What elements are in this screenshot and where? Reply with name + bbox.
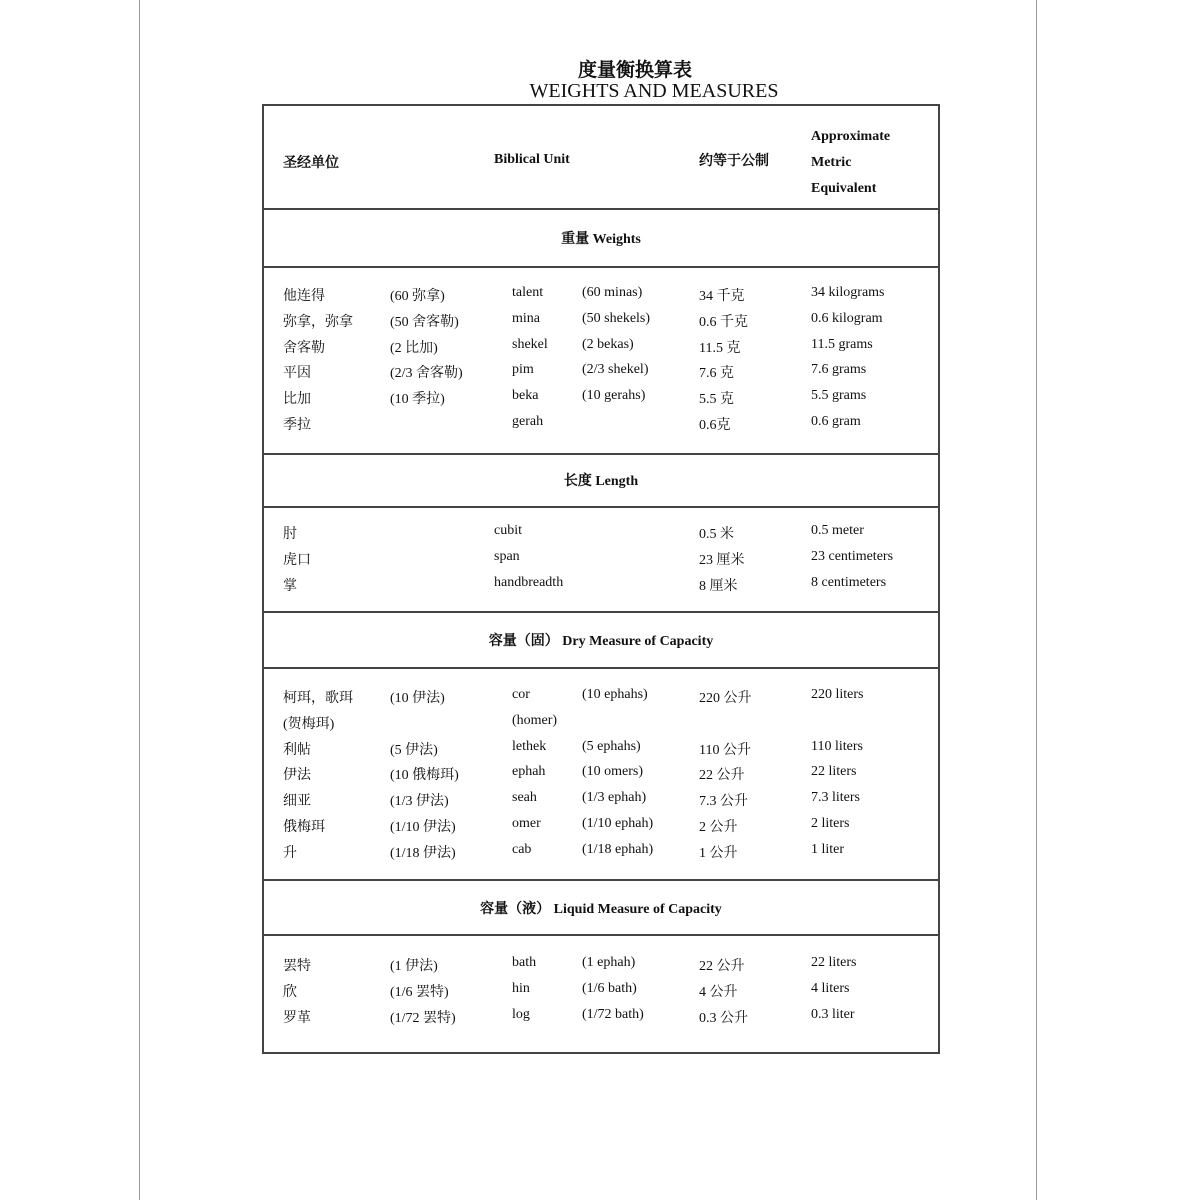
table-cell: 22 公升 (699, 768, 745, 784)
table-cell: 110 liters (811, 738, 863, 754)
table-cell: (1/18 伊法) (390, 845, 456, 861)
table-cell: (50 shekels) (582, 310, 651, 326)
divider (262, 934, 940, 936)
section-title: 容量（固） Dry Measure of Capacity (488, 634, 714, 649)
header-metric (811, 124, 890, 202)
header-cn-metric: 约等于公制 (699, 154, 769, 169)
table-cell: (homer) (512, 712, 558, 728)
table-cell: (2 bekas) (582, 336, 634, 352)
table-cell: (1/6 罢特) (390, 984, 449, 1000)
divider (262, 506, 940, 508)
divider (262, 611, 940, 613)
table-cell: 0.3 liter (811, 1006, 855, 1022)
table-cell: 罢特 (283, 959, 311, 974)
table-cell: ephah (512, 764, 546, 780)
table-cell: lethek (512, 738, 547, 754)
table-cell: 7.3 公升 (699, 794, 748, 810)
table-cell: 罗革 (283, 1010, 311, 1026)
table-cell: (1/6 bath) (582, 980, 637, 996)
table-cell: 2 liters (811, 816, 850, 831)
table-cell: 8 centimeters (811, 574, 887, 590)
table-cell: 22 公升 (699, 959, 745, 974)
header-metric-line: Equivalent (811, 181, 877, 196)
divider (262, 208, 940, 210)
table-cell: 220 liters (811, 687, 864, 702)
table-cell: 23 厘米 (699, 552, 745, 568)
table-cell: 他连得 (283, 289, 325, 304)
table-cell: 弥拿，弥拿 (283, 314, 353, 330)
table-cell: 4 liters (811, 980, 850, 996)
table-cell: mina (512, 310, 540, 326)
title-chinese: 度量衡换算表 (577, 60, 692, 81)
table-cell: (2/3 shekel) (582, 362, 649, 378)
table-cell: (60 弥拿) (390, 289, 445, 304)
table-cell: 0.5 米 (699, 527, 734, 542)
table-cell: (1 ephah) (582, 955, 636, 970)
table-cell: talent (512, 285, 544, 300)
table-cell: 110 公升 (699, 742, 751, 758)
table-cell: hin (512, 980, 530, 996)
table-cell: (50 舍客勒) (390, 314, 459, 330)
table-cell: span (494, 548, 520, 564)
title-english: WEIGHTS AND MEASURES (529, 80, 779, 102)
table-cell: 11.5 grams (811, 336, 873, 352)
table-cell: pim (512, 362, 534, 378)
table-cell: 0.6 千克 (699, 314, 748, 330)
table-cell: 22 liters (811, 955, 857, 970)
table-cell: shekel (512, 336, 548, 352)
table-cell: 7.6 grams (811, 362, 867, 378)
table-cell: 平因 (283, 366, 311, 382)
table-cell: 肘 (283, 527, 297, 542)
table-cell: 虎口 (283, 552, 311, 568)
table-cell: 俄梅珥 (283, 820, 325, 835)
table-cell: 1 公升 (699, 845, 738, 861)
header-biblical-unit: Biblical Unit (494, 152, 570, 167)
table-cell: (1/72 罢特) (390, 1010, 456, 1026)
table-cell: (1/10 伊法) (390, 820, 456, 835)
table-cell: (2/3 舍客勒) (390, 366, 463, 382)
header-cn-unit: 圣经单位 (283, 156, 339, 171)
table-cell: beka (512, 388, 539, 404)
table-cell: 升 (283, 845, 297, 861)
table-cell: 0.6 gram (811, 414, 861, 429)
table-cell: 23 centimeters (811, 548, 894, 564)
table-cell: 220 公升 (699, 691, 752, 706)
divider (262, 266, 940, 268)
table-cell: (1 伊法) (390, 959, 438, 974)
table-cell: 细亚 (283, 794, 311, 810)
table-cell: (5 伊法) (390, 742, 438, 758)
table-cell: 欣 (283, 984, 297, 1000)
table-cell: 利帖 (283, 742, 311, 758)
table-cell: 掌 (283, 578, 297, 594)
table-cell: seah (512, 790, 537, 806)
section-title: 重量 Weights (561, 232, 641, 247)
table-cell: (贺梅珥) (283, 716, 335, 732)
table-cell: 季拉 (283, 418, 311, 433)
divider (262, 453, 940, 455)
table-cell: 2 公升 (699, 820, 738, 835)
table-cell: (1/3 ephah) (582, 790, 647, 806)
table-cell: 11.5 克 (699, 340, 741, 356)
table-cell: 4 公升 (699, 984, 738, 1000)
table-cell: log (512, 1006, 530, 1022)
table-cell: handbreadth (494, 574, 564, 590)
table-cell: (1/10 ephah) (582, 816, 654, 831)
table-cell: bath (512, 955, 537, 970)
divider (262, 667, 940, 669)
table-cell: (10 ephahs) (582, 687, 648, 702)
table-cell: cor (512, 687, 530, 702)
table-cell: 柯珥，歌珥 (283, 691, 353, 706)
table-cell: (10 伊法) (390, 691, 445, 706)
table-cell: (1/3 伊法) (390, 794, 449, 810)
table-cell: 0.5 meter (811, 523, 864, 538)
table-cell: 伊法 (283, 768, 311, 784)
table-cell: (1/18 ephah) (582, 841, 654, 857)
table-cell: (10 季拉) (390, 392, 445, 408)
table-cell: 5.5 克 (699, 392, 734, 408)
table-cell: (2 比加) (390, 340, 438, 356)
header-metric-line: Metric (811, 155, 852, 170)
table-cell: 5.5 grams (811, 388, 867, 404)
table-cell: cubit (494, 523, 522, 538)
table-cell: 34 kilograms (811, 285, 885, 300)
header-metric-line: Approximate (811, 129, 891, 144)
divider (262, 879, 940, 881)
table-cell: 比加 (283, 392, 311, 408)
table-cell: (10 omers) (582, 764, 644, 780)
table-cell: 22 liters (811, 764, 857, 780)
table-cell: 0.6克 (699, 418, 731, 433)
table-cell: 34 千克 (699, 289, 745, 304)
table-cell: cab (512, 841, 532, 857)
table-cell: 7.6 克 (699, 366, 734, 382)
table-cell: 8 厘米 (699, 578, 738, 594)
table-cell: (60 minas) (582, 285, 643, 300)
table-cell: 0.3 公升 (699, 1010, 748, 1026)
section-title: 长度 Length (563, 474, 639, 489)
table-cell: 0.6 kilogram (811, 310, 883, 326)
table-cell: (10 俄梅珥) (390, 768, 459, 784)
table-cell: 7.3 liters (811, 790, 860, 806)
table-cell: 舍客勒 (283, 340, 325, 356)
section-title: 容量（液） Liquid Measure of Capacity (480, 902, 722, 917)
table-cell: gerah (512, 414, 544, 429)
table-cell: omer (512, 816, 541, 831)
table-cell: (10 gerahs) (582, 388, 646, 404)
table-cell: (1/72 bath) (582, 1006, 644, 1022)
table-cell: 1 liter (811, 841, 845, 857)
table-cell: (5 ephahs) (582, 738, 641, 754)
